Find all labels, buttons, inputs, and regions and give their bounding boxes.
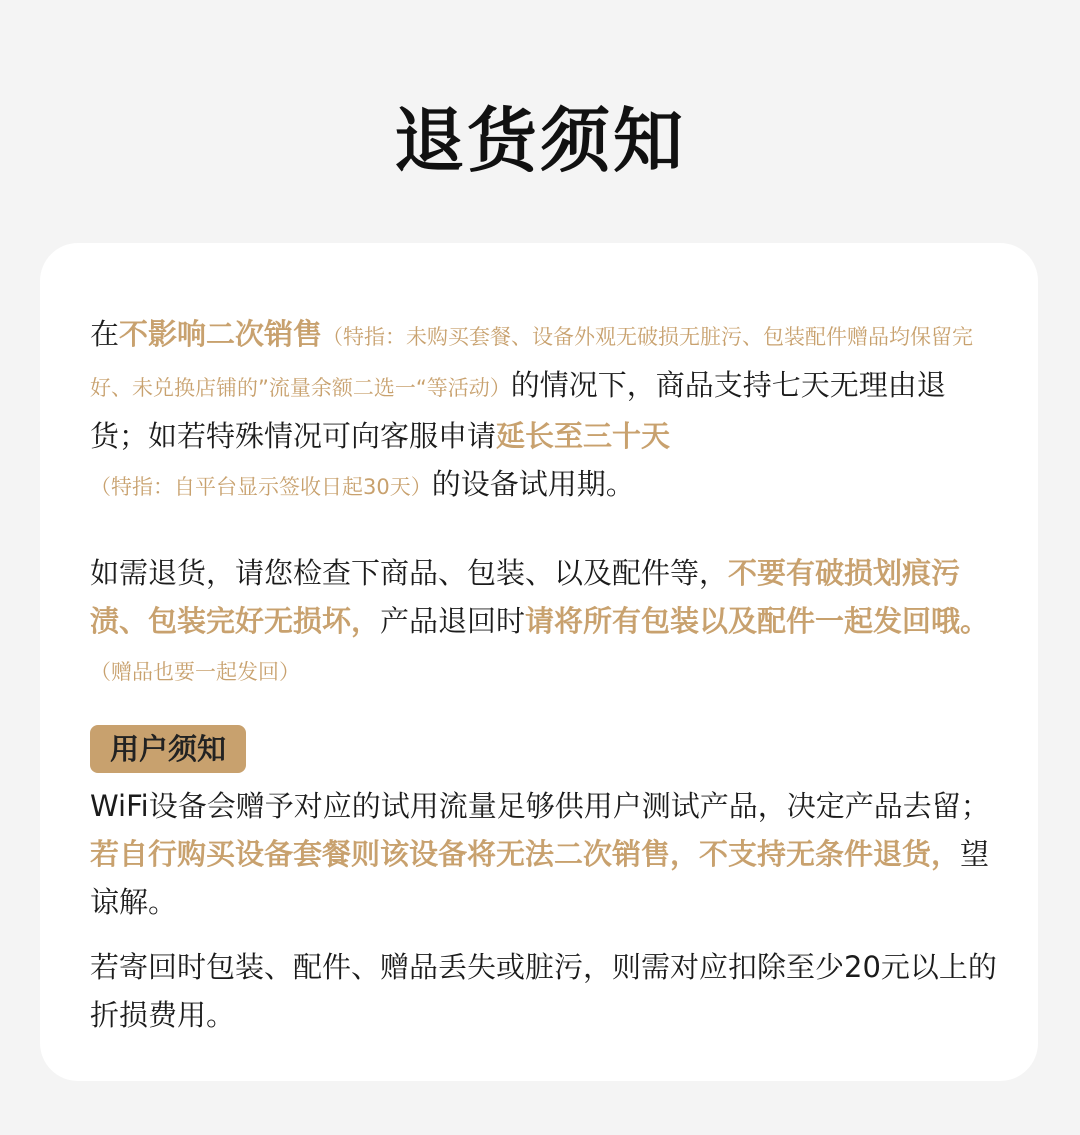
note-thirty-days-definition: （特指：自平台显示签收日起30天） bbox=[90, 475, 432, 499]
return-check-paragraph bbox=[90, 549, 1002, 696]
user-notice-badge: 用户须知 bbox=[90, 725, 246, 773]
page-title: 退货须知 bbox=[394, 100, 686, 182]
text-segment: 若寄回时包装、配件、赠品丢失或脏污，则需对应扣除至少20元以上的折损费用。 bbox=[90, 950, 997, 1032]
text-segment: 在 bbox=[90, 317, 120, 351]
highlight-return-all-packaging: 请将所有包装以及配件一起发回哦。 bbox=[525, 604, 990, 638]
note-resale-definition: （特指：未购买套餐、设备外观无破损无脏污、包装配件赠品均保留完好、未兑换店铺的”流量余额二选一“等活动） bbox=[90, 325, 974, 400]
text-segment: WiFi设备会赠予对应的试用流量足够供用户测试产品，决定产品去留； bbox=[90, 789, 990, 823]
highlight-no-resale-impact: 不影响二次销售 bbox=[119, 317, 323, 351]
text-segment: 的情况下，商品支持七天无理由退货；如若特殊情况可向客服申请 bbox=[90, 368, 946, 453]
highlight-no-damage: 不要有破损划痕污渍、包装完好无损坏， bbox=[90, 556, 961, 638]
note-gifts-return: （赠品也要一起发回） bbox=[90, 660, 300, 684]
text-segment: 的设备试用期。 bbox=[431, 467, 635, 501]
text-segment: 望谅解。 bbox=[90, 837, 990, 919]
user-notice-paragraph bbox=[90, 782, 1002, 926]
text-segment: 如需退货，请您检查下商品、包装、以及配件等， bbox=[90, 556, 729, 590]
text-segment: 产品退回时 bbox=[380, 604, 526, 638]
highlight-plan-purchase-warning: 若自行购买设备套餐则该设备将无法二次销售，不支持无条件退货， bbox=[90, 837, 961, 871]
damage-fee-paragraph bbox=[90, 943, 1002, 1039]
highlight-extend-thirty-days: 延长至三十天 bbox=[496, 419, 671, 453]
return-policy-paragraph bbox=[90, 310, 1002, 511]
